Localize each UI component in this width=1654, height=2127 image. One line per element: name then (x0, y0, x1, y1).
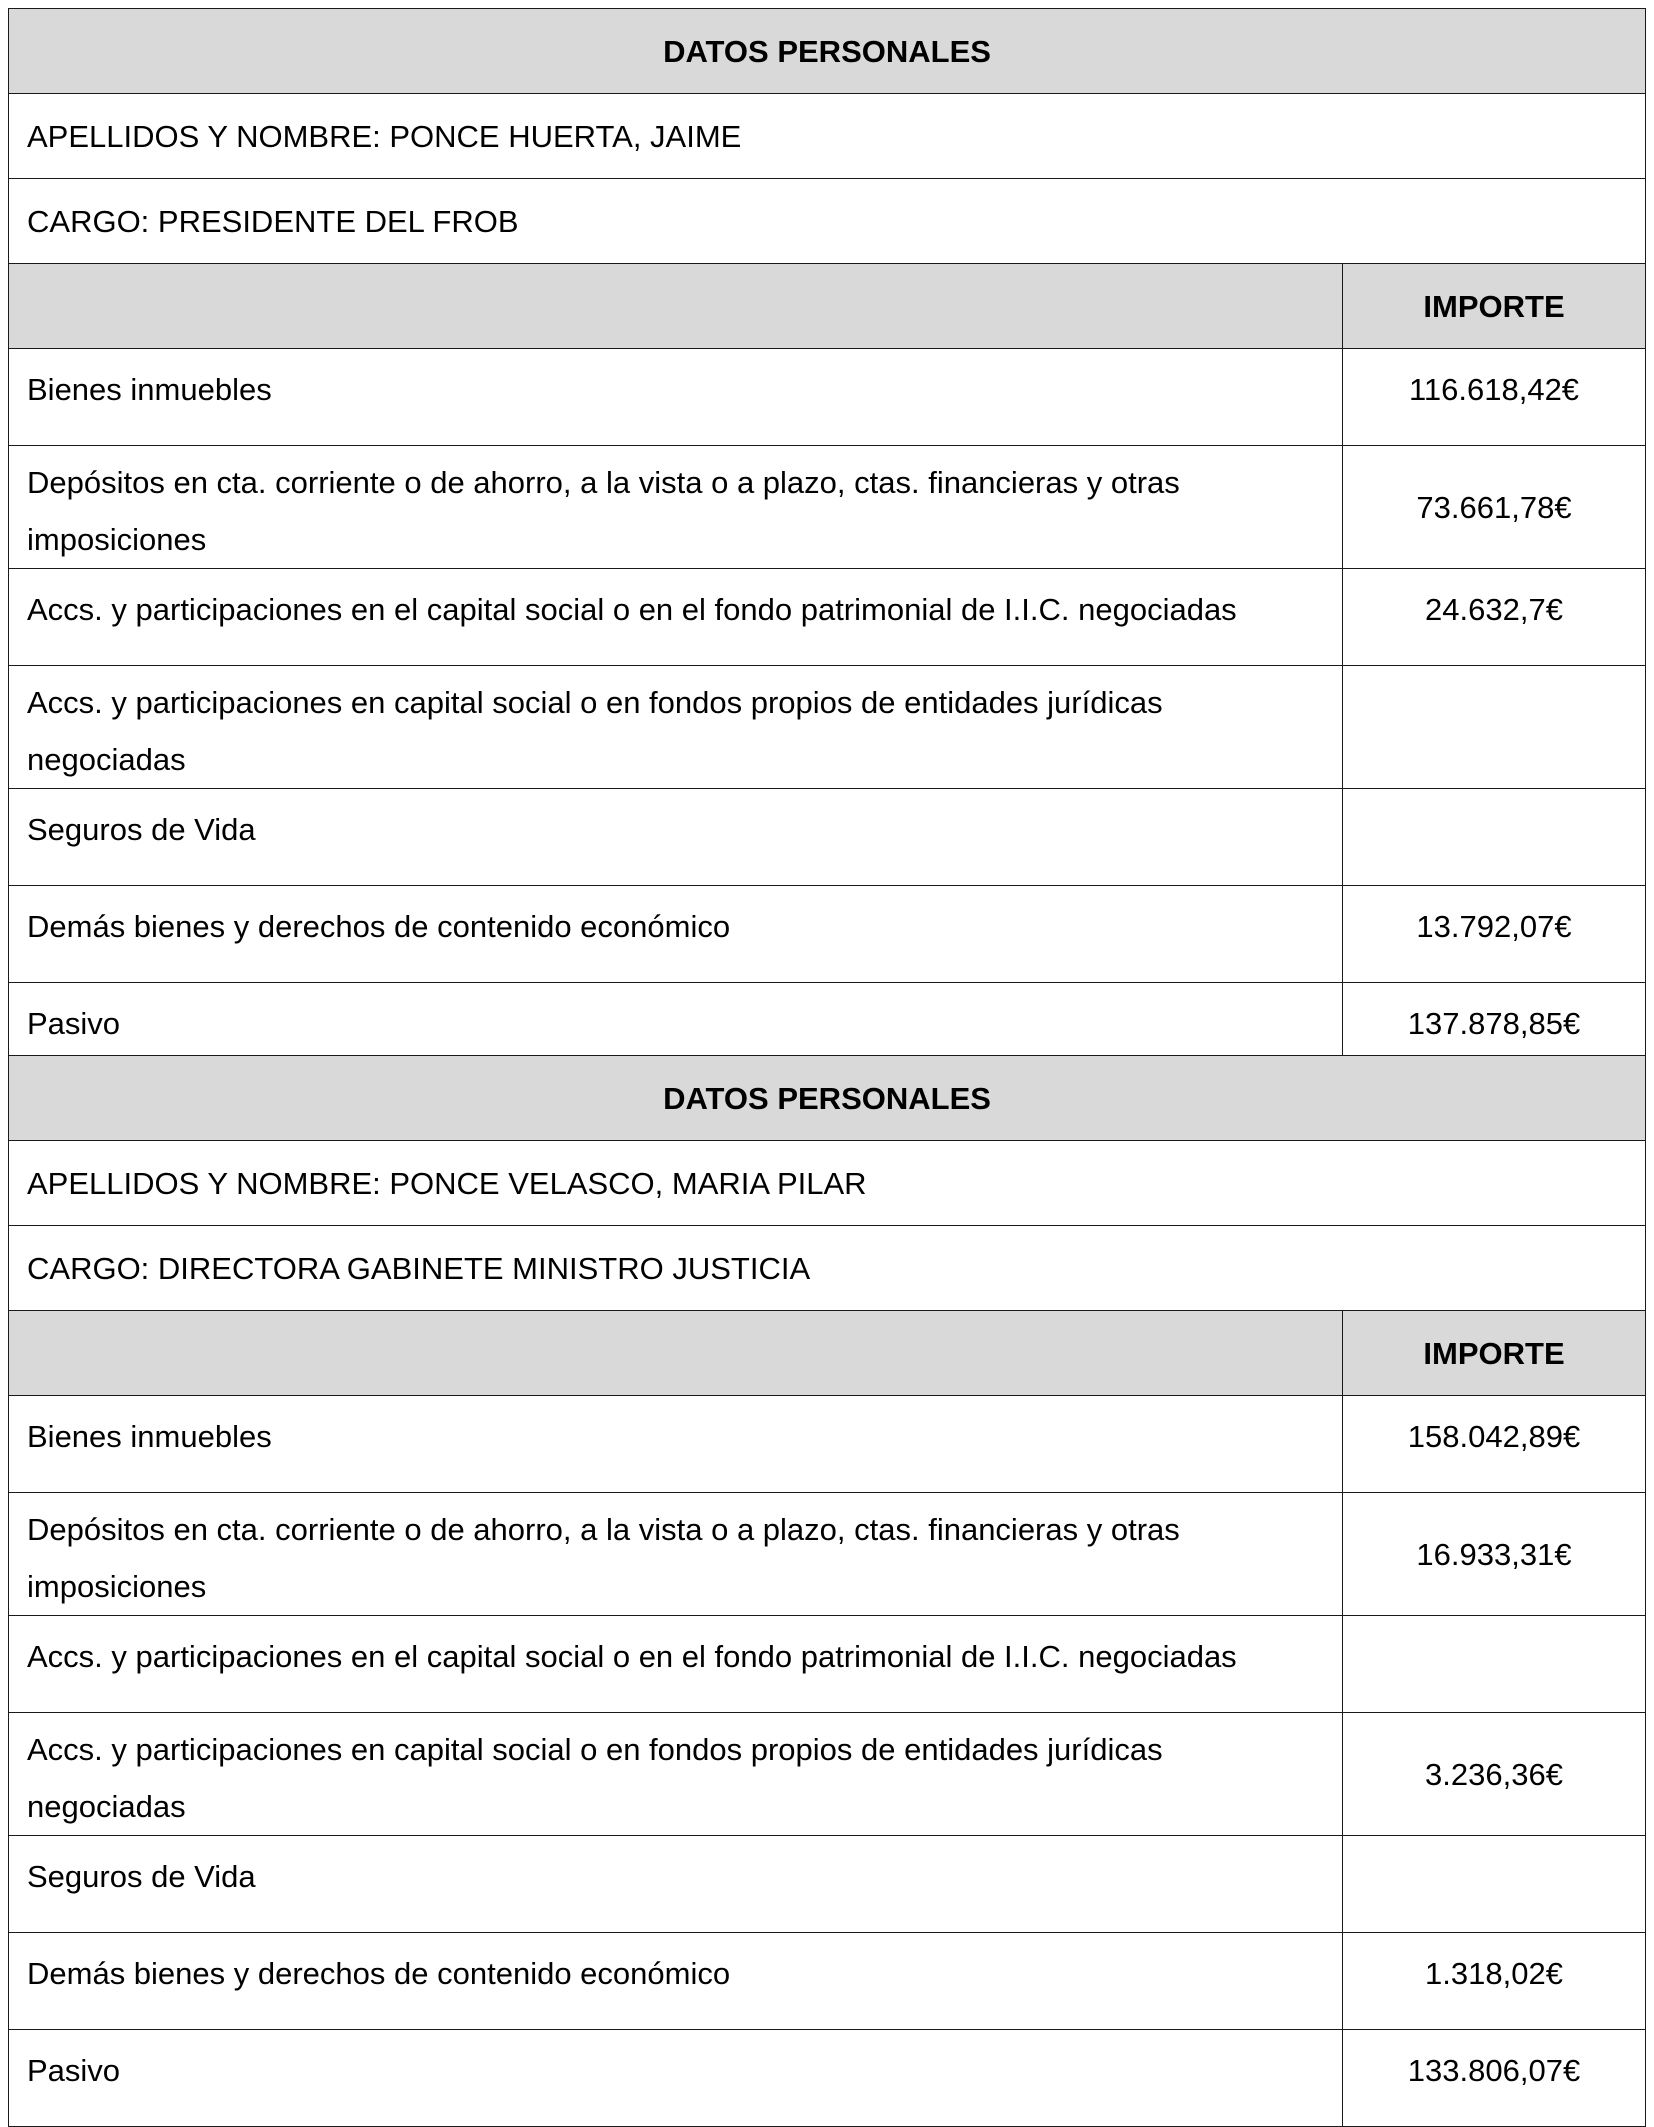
position-line: CARGO: DIRECTORA GABINETE MINISTRO JUSTICIA (9, 1226, 1646, 1311)
table-row (9, 1836, 1646, 1933)
row-label: Pasivo (9, 2030, 1343, 2127)
row-amount: 116.618,42€ (1343, 349, 1646, 446)
position-line: CARGO: PRESIDENTE DEL FROB (9, 179, 1646, 264)
row-label: Bienes inmuebles (9, 1396, 1343, 1493)
table-row (9, 1713, 1646, 1836)
row-label: Seguros de Vida (9, 789, 1343, 886)
row-label: Accs. y participaciones en capital social o en fondos propios de entidades jurídicas negociadas (9, 666, 1343, 789)
row-amount: 1.318,02€ (1343, 1933, 1646, 2030)
row-amount: 13.792,07€ (1343, 886, 1646, 983)
row-label: Demás bienes y derechos de contenido económico (9, 1933, 1343, 2030)
row-amount: 137.878,85€ (1343, 983, 1646, 1080)
name-line: APELLIDOS Y NOMBRE: PONCE HUERTA, JAIME (9, 94, 1646, 179)
table-row (9, 1493, 1646, 1616)
section-heading: DATOS PERSONALES (9, 1056, 1646, 1141)
section-heading: DATOS PERSONALES (9, 9, 1646, 94)
table-row (9, 1616, 1646, 1713)
row-label: Bienes inmuebles (9, 349, 1343, 446)
declaration-table-1 (8, 8, 1646, 1080)
row-label: Accs. y participaciones en el capital social o en el fondo patrimonial de I.I.C. negociadas (9, 569, 1343, 666)
row-label: Seguros de Vida (9, 1836, 1343, 1933)
amount-header: IMPORTE (1343, 264, 1646, 349)
table-row (9, 789, 1646, 886)
row-amount: 16.933,31€ (1343, 1493, 1646, 1616)
row-amount: 73.661,78€ (1343, 446, 1646, 569)
table-row (9, 569, 1646, 666)
row-amount (1343, 1616, 1646, 1713)
label-header-blank (9, 264, 1343, 349)
name-line: APELLIDOS Y NOMBRE: PONCE VELASCO, MARIA PILAR (9, 1141, 1646, 1226)
row-label: Demás bienes y derechos de contenido económico (9, 886, 1343, 983)
table-row (9, 446, 1646, 569)
row-amount: 24.632,7€ (1343, 569, 1646, 666)
table-row (9, 1933, 1646, 2030)
declaration-table-2 (8, 1055, 1646, 2127)
table-row (9, 349, 1646, 446)
row-amount: 133.806,07€ (1343, 2030, 1646, 2127)
label-header-blank (9, 1311, 1343, 1396)
row-amount (1343, 789, 1646, 886)
table-row (9, 886, 1646, 983)
table-row (9, 1396, 1646, 1493)
row-label: Pasivo (9, 983, 1343, 1080)
table-row (9, 666, 1646, 789)
table-row (9, 2030, 1646, 2127)
amount-header: IMPORTE (1343, 1311, 1646, 1396)
row-amount (1343, 666, 1646, 789)
row-amount: 3.236,36€ (1343, 1713, 1646, 1836)
row-amount (1343, 1836, 1646, 1933)
row-label: Accs. y participaciones en el capital social o en el fondo patrimonial de I.I.C. negociadas (9, 1616, 1343, 1713)
row-label: Depósitos en cta. corriente o de ahorro, a la vista o a plazo, ctas. financieras y otras imposiciones (9, 1493, 1343, 1616)
row-label: Depósitos en cta. corriente o de ahorro, a la vista o a plazo, ctas. financieras y otras imposiciones (9, 446, 1343, 569)
row-label: Accs. y participaciones en capital social o en fondos propios de entidades jurídicas negociadas (9, 1713, 1343, 1836)
row-amount: 158.042,89€ (1343, 1396, 1646, 1493)
